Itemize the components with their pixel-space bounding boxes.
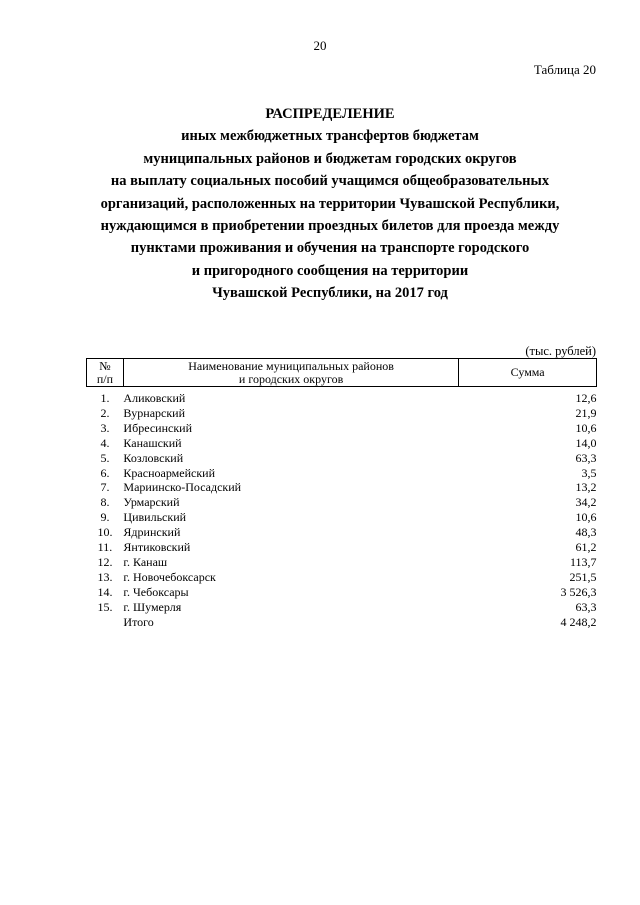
row-sum: 3,5 — [581, 465, 597, 480]
row-name: г. Канаш — [123, 554, 168, 569]
row-sum: 14,0 — [575, 435, 597, 450]
total-sum: 4 248,2 — [560, 614, 597, 629]
header-sum: Сумма — [459, 359, 597, 387]
table-row — [87, 451, 597, 466]
table-row — [87, 525, 597, 540]
title-line: пунктами проживания и обучения на транспорте городского — [130, 240, 530, 257]
table-row — [87, 570, 597, 585]
header-name-line1: Наименование муниципальных районов — [188, 359, 394, 373]
row-name: Мариинско-Посадский — [123, 480, 242, 495]
row-number: 14. — [97, 584, 113, 599]
row-sum: 12,6 — [575, 391, 597, 405]
table-row — [87, 406, 597, 421]
row-number: 1. — [100, 391, 110, 405]
title-line: муниципальных районов и бюджетам городских округов — [143, 150, 517, 167]
document-title — [60, 103, 600, 305]
table-row — [87, 555, 597, 570]
row-number: 12. — [97, 554, 113, 569]
table-row — [87, 466, 597, 481]
total-label: Итого — [123, 614, 154, 629]
units-label: (тыс. рублей) — [525, 344, 596, 358]
row-name: г. Новочебоксарск — [123, 569, 216, 584]
row-sum: 61,2 — [575, 540, 597, 555]
total-row — [87, 615, 597, 630]
row-sum: 113,7 — [569, 554, 597, 569]
distribution-table — [86, 358, 597, 630]
row-name: Красноармейский — [123, 465, 215, 480]
header-number-line2: п/п — [96, 371, 114, 386]
table-row — [87, 585, 597, 600]
row-number: 8. — [100, 495, 110, 510]
title-line: организаций, расположенных на территории Чувашской Республики, — [100, 195, 560, 212]
row-number: 9. — [100, 510, 110, 525]
row-number: 7. — [100, 480, 110, 495]
row-name: Ядринский — [123, 525, 181, 540]
table-row — [87, 436, 597, 451]
row-number: 2. — [100, 405, 110, 420]
row-name: Вурнарский — [123, 405, 186, 420]
title-line: Чувашской Республики, на 2017 год — [212, 285, 448, 302]
row-sum: 10,6 — [575, 420, 597, 435]
row-name: Козловский — [123, 450, 184, 465]
title-line: нуждающимся в приобретении проездных билетов для проезда между — [100, 218, 560, 235]
row-number: 11. — [97, 540, 113, 555]
row-sum: 63,3 — [575, 450, 597, 465]
row-name: г. Шумерля — [123, 599, 182, 614]
row-sum: 48,3 — [575, 525, 597, 540]
row-number: 6. — [100, 465, 110, 480]
row-number: 4. — [100, 435, 110, 450]
row-sum: 21,9 — [575, 405, 597, 420]
row-number: 3. — [100, 420, 110, 435]
row-name: Цивильский — [123, 510, 187, 525]
row-sum: 13,2 — [575, 480, 597, 495]
header-name — [123, 359, 458, 387]
table-header-row — [87, 359, 597, 387]
table-row — [87, 421, 597, 436]
row-sum: 3 526,3 — [560, 584, 597, 599]
row-sum: 63,3 — [575, 599, 597, 614]
row-sum: 251,5 — [569, 569, 597, 584]
row-number: 10. — [97, 525, 113, 540]
header-number — [87, 359, 124, 387]
row-number: 15. — [97, 599, 113, 614]
total-number-cell — [87, 615, 124, 630]
row-name: Аликовский — [123, 391, 186, 405]
row-sum: 34,2 — [575, 495, 597, 510]
page-number: 20 — [313, 38, 327, 53]
table-row — [87, 600, 597, 615]
table-label: Таблица 20 — [533, 62, 596, 77]
table-row — [87, 495, 597, 510]
title-line: на выплату социальных пособий учащимся общеобразовательных — [110, 173, 550, 190]
title-line: РАСПРЕДЕЛЕНИЕ — [265, 106, 395, 122]
header-number-line1: № — [99, 359, 111, 373]
table-row — [87, 510, 597, 525]
table-row — [87, 540, 597, 555]
row-number: 5. — [100, 450, 110, 465]
table-row — [87, 387, 597, 406]
title-line: и пригородного сообщения на территории — [191, 262, 469, 279]
table-row — [87, 480, 597, 495]
row-name: г. Чебоксары — [123, 584, 189, 599]
header-name-line2: и городских округов — [238, 371, 344, 386]
title-line: иных межбюджетных трансфертов бюджетам — [181, 128, 479, 145]
row-name: Янтиковский — [123, 540, 191, 555]
row-sum: 10,6 — [575, 510, 597, 525]
row-name: Урмарский — [123, 495, 180, 510]
row-name: Канашский — [123, 435, 182, 450]
row-name: Ибресинский — [123, 420, 192, 435]
row-number: 13. — [97, 569, 113, 584]
